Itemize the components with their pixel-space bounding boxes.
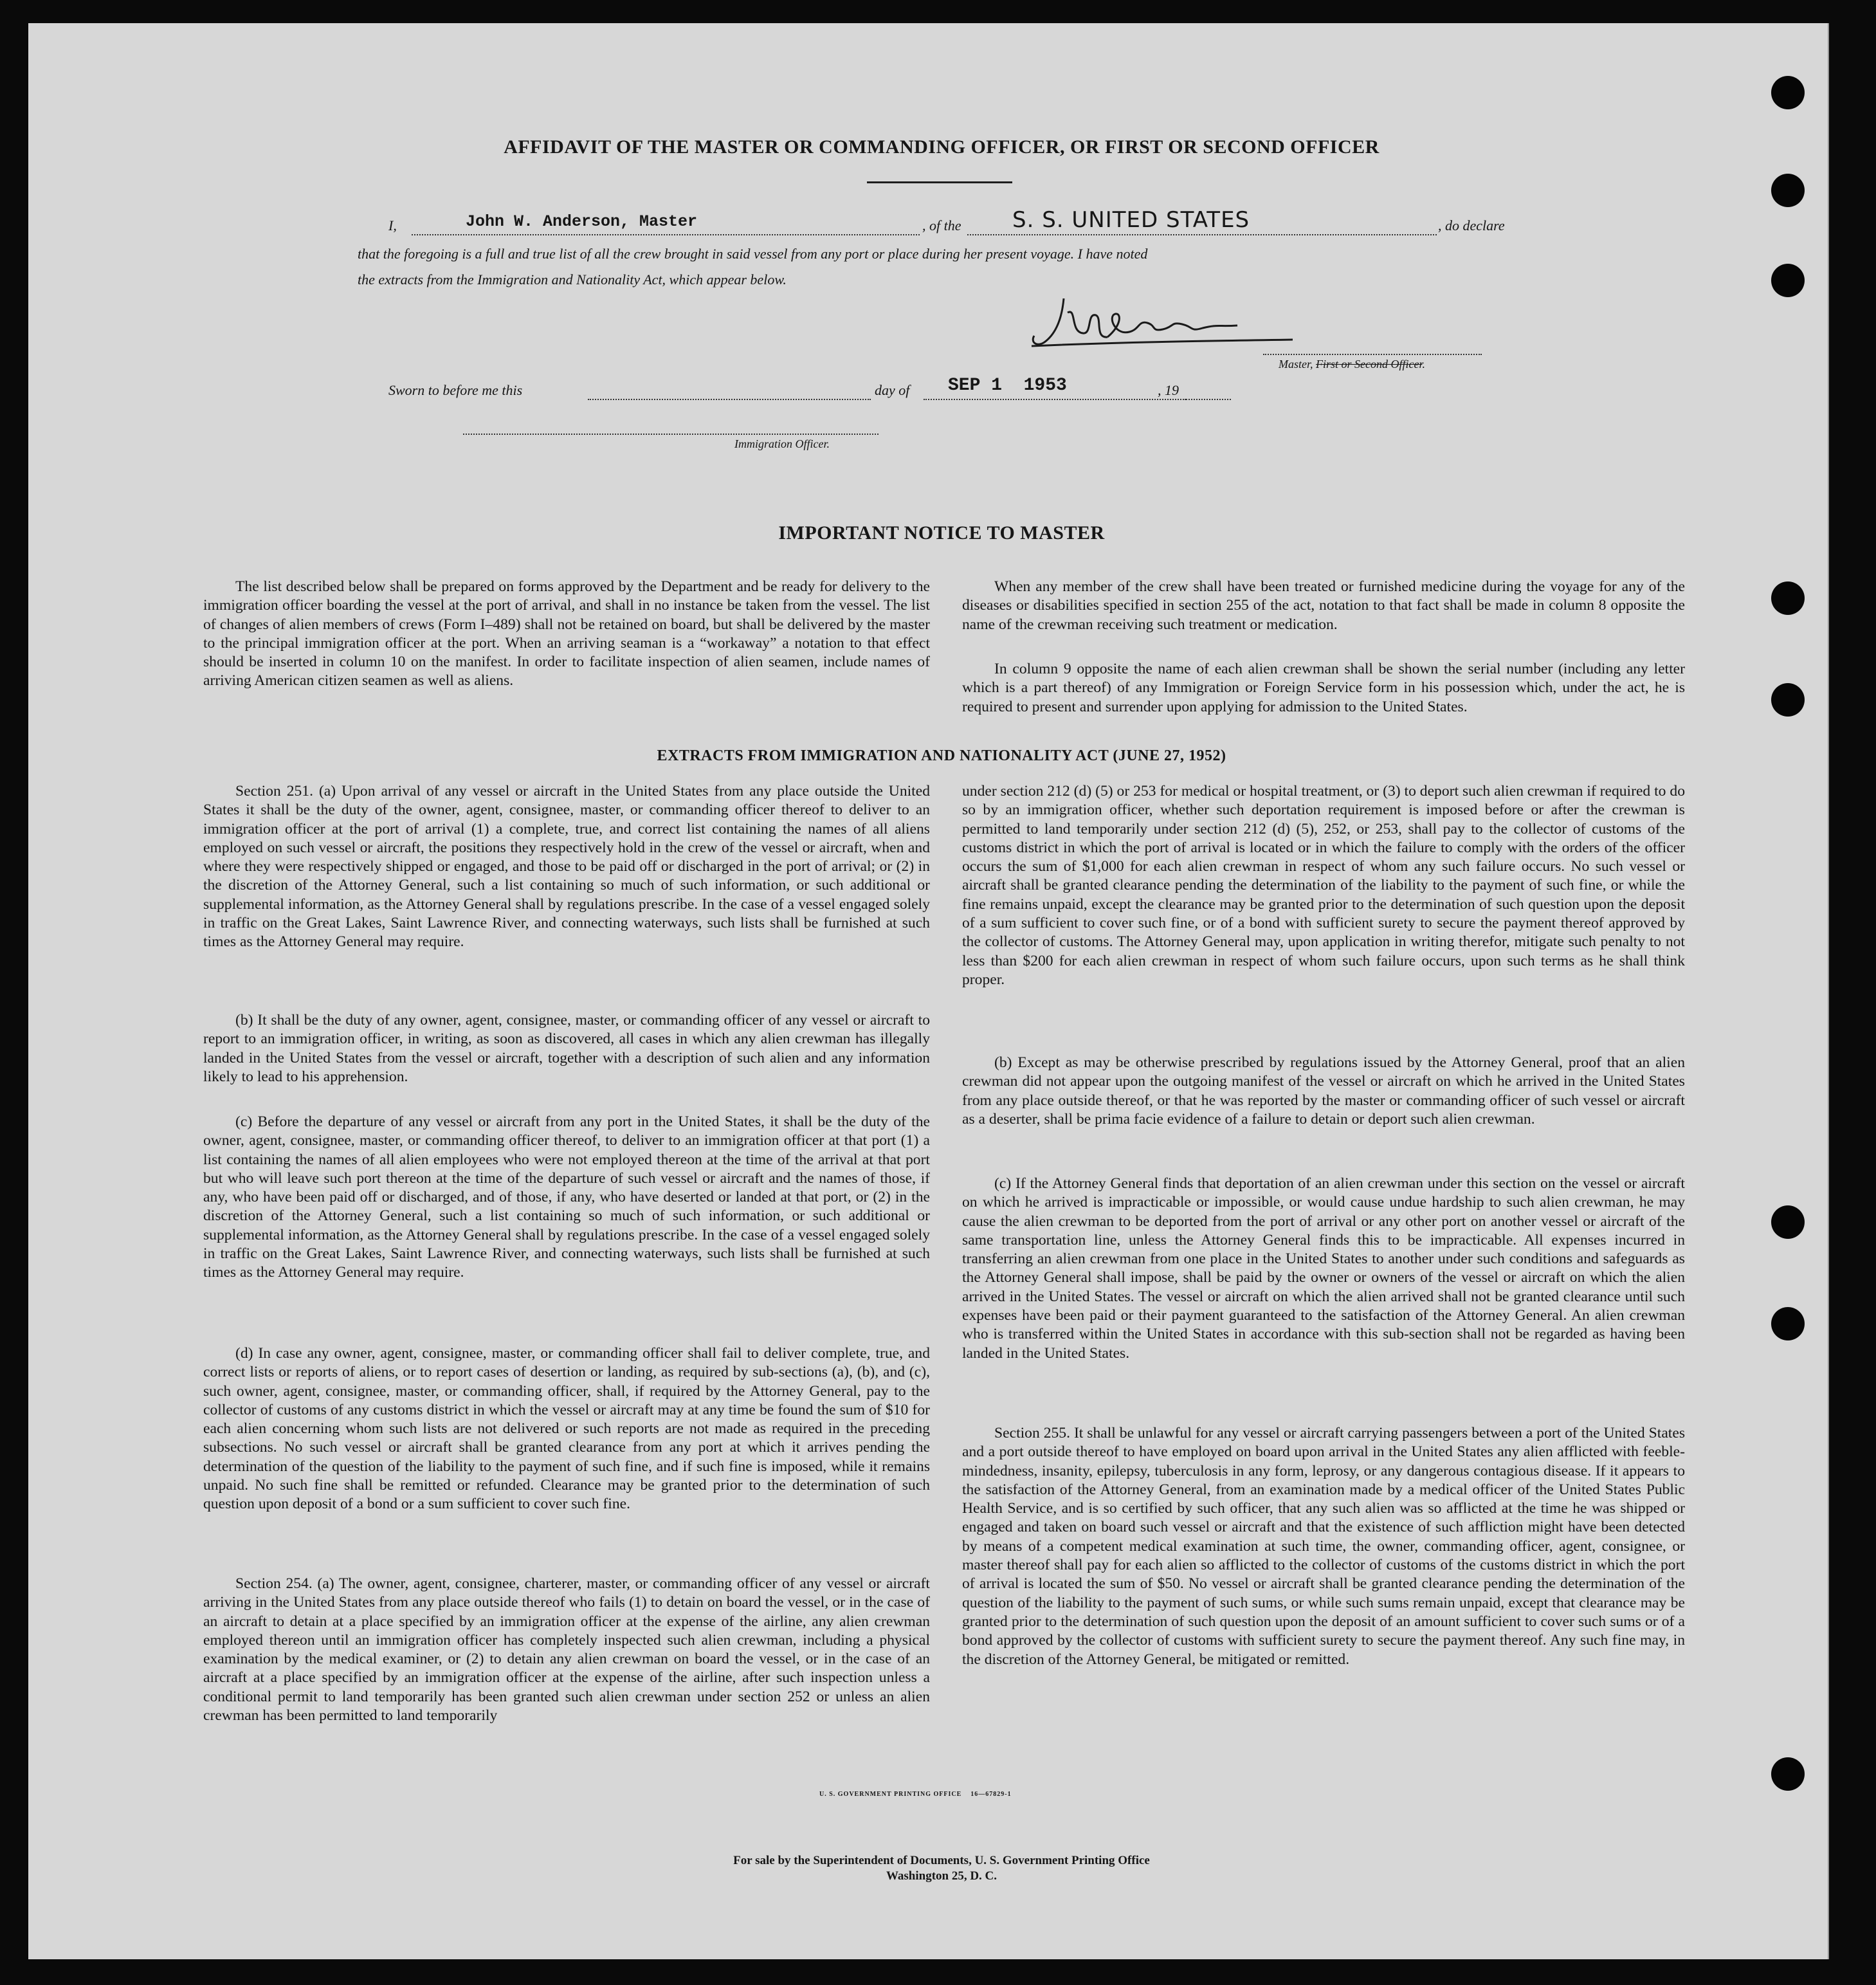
section-251d: (d) In case any owner, agent, consignee, master, or commanding officer shall fail to deliver complete, true, and correct lists or reports of aliens, or to report cases of desertion or landing, as required by sub-sections (a), (b), and (c), such owner, agent, consignee, master, or commanding officer, shall, if required by the Attorney General, pay to the collector of customs of any customs district in which the vessel or aircraft may at any time be found the sum of $10 for each alien concerning whom such lists are not delivered or such reports are not made as required in the preceding subsections. No such vessel or aircraft shall be granted clearance from any port at which it arrives pending the determination of the question of the liability to the payment of such fine, and if such fine is imposed, while it remains unpaid. No such fine shall be remitted or refunded. Clearance may be granted prior to the determination of such question upon deposit of a bond or a sum sufficient to cover such fine. (203, 1345, 930, 1513)
role-suffix: . (1422, 358, 1425, 370)
vessel-blank (967, 233, 1437, 235)
sworn-day-blank (588, 398, 871, 400)
sworn-month-blank (924, 398, 1186, 400)
punch-hole (1771, 1205, 1805, 1239)
punch-hole (1771, 1307, 1805, 1340)
master-name-field: John W. Anderson, Master (466, 212, 698, 231)
punch-hole (1771, 174, 1805, 207)
notice-left-paragraph: The list described below shall be prepared on forms approved by the Department and be ready for delivery to the immigration officer boarding the vessel at the port of arrival, and shall in no instance be taken from the vessel. The list of changes of alien members of crews (Form I–489) shall not be retained on board, but shall be delivered by the master to the principal immigration officer at the port. When an arriving seaman is a “workaway” a notation to that effect should be inserted in column 10 on the manifest. In order to facilitate inspection of alien seamen, include names of arriving American citizen seamen as well as aliens. (203, 578, 930, 690)
role-master: Master, (1279, 358, 1316, 370)
notice-title: IMPORTANT NOTICE TO MASTER (778, 522, 1105, 544)
declaration-line-2: that the foregoing is a full and true list of all the crew brought in said vessel from any port or place during her present voyage. I have noted (358, 246, 1148, 262)
year-prefix: , 19 (1158, 382, 1179, 398)
declaration-prefix: I, (388, 217, 397, 233)
signature-blank (1263, 352, 1482, 355)
signature-role-label (1279, 358, 1425, 371)
extracts-title: EXTRACTS FROM IMMIGRATION AND NATIONALITY ACT (JUNE 27, 1952) (657, 747, 1226, 764)
notice-right-paragraph-2: In column 9 opposite the name of each alien crewman shall be shown the serial number (including any letter which is a part thereof) of any Immigration or Foreign Service form in his possession which, under the act, he is required to present and surrender upon applying for admission to the United States. (962, 661, 1685, 715)
punch-hole (1771, 1757, 1805, 1791)
section-254c: (c) If the Attorney General finds that deportation of an alien crewman under this section on the vessel or aircraft on which he arrived is impracticable or impossible, or would cause undue hardship to such alien crewman, he may cause the alien crewman to be deported from the port of arrival or any other port on another vessel or aircraft of the same transportation line, unless the Attorney General finds this to be impracticable. All expenses incurred in transferring an alien crewman from one place in the United States to another under such conditions and safeguards as the Attorney General shall impose, shall be paid by the owner or owners of the vessel or aircraft on which the alien arrived in the United States. The vessel or aircraft on which the alien arrived shall not be granted clearance until such expenses have been paid or their payment guaranteed to the satisfaction of the Attorney General. An alien crewman who is transferred within the United States in accordance with this sub-section shall not be regarded as having been landed in the United States. (962, 1175, 1685, 1362)
role-struck: First or Second Officer (1316, 358, 1423, 370)
section-255: Section 255. It shall be unlawful for any vessel or aircraft carrying passengers between a port of the United States and a port outside thereof to have employed on board upon arrival in the United States any alien afflicted with feeble-mindedness, insanity, epilepsy, tuberculosis in any form, leprosy, or any dangerous contagious disease. If it appears to the satisfaction of the Attorney General, from an examination made by a medical officer of the United States Public Health Service, and is so certified by such officer, that any such alien was so afflicted at the time he was shipped or engaged and taken on board such vessel or aircraft and that the existence of such affliction might have been detected by means of a competent medical examination at such time, the owner, commanding officer, agent, consignee, or master thereof shall pay for each alien so afflicted to the collector of customs of the customs district in which the port of arrival is located the sum of $50. No vessel or aircraft shall be granted clearance pending the determination of the question of the liability to the payment of such sums, or while such sums remain unpaid, except that clearance may be granted prior to the determination of such question upon the deposit of an amount sufficient to cover such sums or of a bond approved by the collector of customs with sufficient surety to secure the payment thereof. Any such fine may, in the discretion of the Attorney General, be mitigated or remitted. (962, 1425, 1685, 1668)
master-signature (1025, 287, 1295, 358)
immigration-officer-label: Immigration Officer. (734, 437, 830, 450)
section-251c: (c) Before the departure of any vessel or aircraft from any port in the United States, it shall be the duty of the owner, agent, consignee, master, or commanding officer thereof, to deliver to an immigration officer at that port (1) a list containing the names of all alien employees who were not employed thereon at the time of the arrival at that port but who will leave such port thereon at the time of the departure of such vessel or aircraft and the names of those, if any, who have been paid off or discharged, and of those, if any, who have deserted or landed at that port, or (2) in the discretion of the Attorney General, such a list containing so much of such information, or such additional or supplemental information, as the Attorney General shall by regulations prescribe. In the case of a vessel engaged solely in traffic on the Great Lakes, Saint Lawrence River, and connecting waterways, such lists shall be furnished at such times as the Attorney General may require. (203, 1113, 930, 1281)
affidavit-page (28, 23, 1829, 1959)
date-stamp: SEP 1 1953 (948, 376, 1067, 396)
section-254a: Section 254. (a) The owner, agent, consignee, charterer, master, or commanding officer of any vessel or aircraft arriving in the United States from any place outside thereof who fails (1) to detain on board the vessel, or in the case of an aircraft to detain at a place specified by an immigration officer at the expense of the airline, any alien crewman employed thereon until an immigration officer has completely inspected such alien crewman, including a physical examination by the medical examiner, or (2) to detain any alien crewman on board the vessel, or in the case of an aircraft at a place specified by an immigration officer at the expense of the airline, after such inspection unless a conditional permit to land temporarily has been granted such alien crewman under section 252 or unless an alien crewman has been permitted to land temporarily (203, 1575, 930, 1724)
vessel-name-field: S. S. UNITED STATES (1012, 207, 1250, 233)
section-251a: Section 251. (a) Upon arrival of any vessel or aircraft in the United States from any place outside the United States it shall be the duty of the owner, agent, consignee, master, or commanding officer thereof to deliver to an immigration officer at the port of arrival (1) a complete, true, and correct list containing the names of all aliens employed on such vessel or aircraft, the positions they respectively hold in the crew of the vessel or aircraft, when and where they were respectively shipped or engaged, and those to be paid off or discharged in the port of arrival; or (2) in the discretion of the Attorney General, such a list containing so much of such information, or such additional or supplemental information, as the Attorney General shall by regulations prescribe. In the case of a vessel engaged solely in traffic on the Great Lakes, Saint Lawrence River, and connecting waterways, such lists shall be furnished at such times as the Attorney General may require. (203, 783, 930, 951)
affidavit-title: AFFIDAVIT OF THE MASTER OR COMMANDING OFFICER, OR FIRST OR SECOND OFFICER (504, 136, 1380, 158)
punch-hole (1771, 264, 1805, 297)
master-name-blank (412, 233, 920, 235)
sale-notice-line-2: Washington 25, D. C. (886, 1869, 997, 1883)
title-rule (867, 181, 1012, 183)
punch-hole (1771, 76, 1805, 109)
of-the-label: , of the (922, 217, 961, 233)
day-of-label: day of (875, 382, 910, 398)
punch-hole (1771, 581, 1805, 615)
section-251b: (b) It shall be the duty of any owner, agent, consignee, master, or commanding officer of any vessel or aircraft to report to an immigration officer, in writing, as soon as discovered, all cases in which any alien crewman has illegally landed in the United States from the vessel or aircraft, together with a description of such alien and any information likely to lead to his apprehension. (203, 1012, 930, 1085)
sale-notice-line-1: For sale by the Superintendent of Documents, U. S. Government Printing Office (733, 1854, 1150, 1867)
section-254a-continued: under section 212 (d) (5) or 253 for medical or hospital treatment, or (3) to deport such alien crewman if required to do so by an immigration officer, whether such deportation requirement is imposed before or after the crewman is permitted to land temporarily under section 212 (d) (5), 252, or 253, shall pay to the collector of customs of the customs district in which the port of arrival is located or in which the failure to comply with the orders of the officer occurs the sum of $1,000 for each alien crewman in respect of whom any such failure occurs. No such vessel or aircraft shall be granted clearance pending the determination of the liability to the payment of such fine, or while the fine remains unpaid, except the clearance may be granted prior to the determination of such question upon the deposit of a sum sufficient to cover such fine, or of a bond with sufficient surety to secure the payment thereof approved by the collector of customs. The Attorney General may, upon application in writing therefor, mitigate such penalty to not less than $200 for each alien crewman in respect of whom such failure occurs, upon such terms as he shall think proper. (962, 783, 1685, 988)
section-254b: (b) Except as may be otherwise prescribed by regulations issued by the Attorney General, proof that an alien crewman did not appear upon the outgoing manifest of the vessel or aircraft on which he arrived in the United States from any place outside thereof, or that he was reported by the master or commanding officer of such vessel or aircraft as a deserter, shall be prima facie evidence of a failure to detain or deport such alien crewman. (962, 1054, 1685, 1128)
notice-right-paragraph-1: When any member of the crew shall have been treated or furnished medicine during the voyage for any of the diseases or disabilities specified in section 255 of the act, notation to that fact shall be made in column 8 opposite the name of the crewman receiving such treatment or medication. (962, 578, 1685, 633)
punch-hole (1771, 683, 1805, 717)
sworn-label: Sworn to before me this (388, 382, 523, 398)
gpo-imprint: U. S. GOVERNMENT PRINTING OFFICE 16—67829-1 (819, 1791, 1012, 1798)
do-declare-label: , do declare (1438, 217, 1505, 233)
declaration-line-3: the extracts from the Immigration and Nationality Act, which appear below. (358, 271, 787, 288)
officer-signature-blank (463, 432, 879, 435)
sworn-year-blank (1186, 398, 1231, 400)
